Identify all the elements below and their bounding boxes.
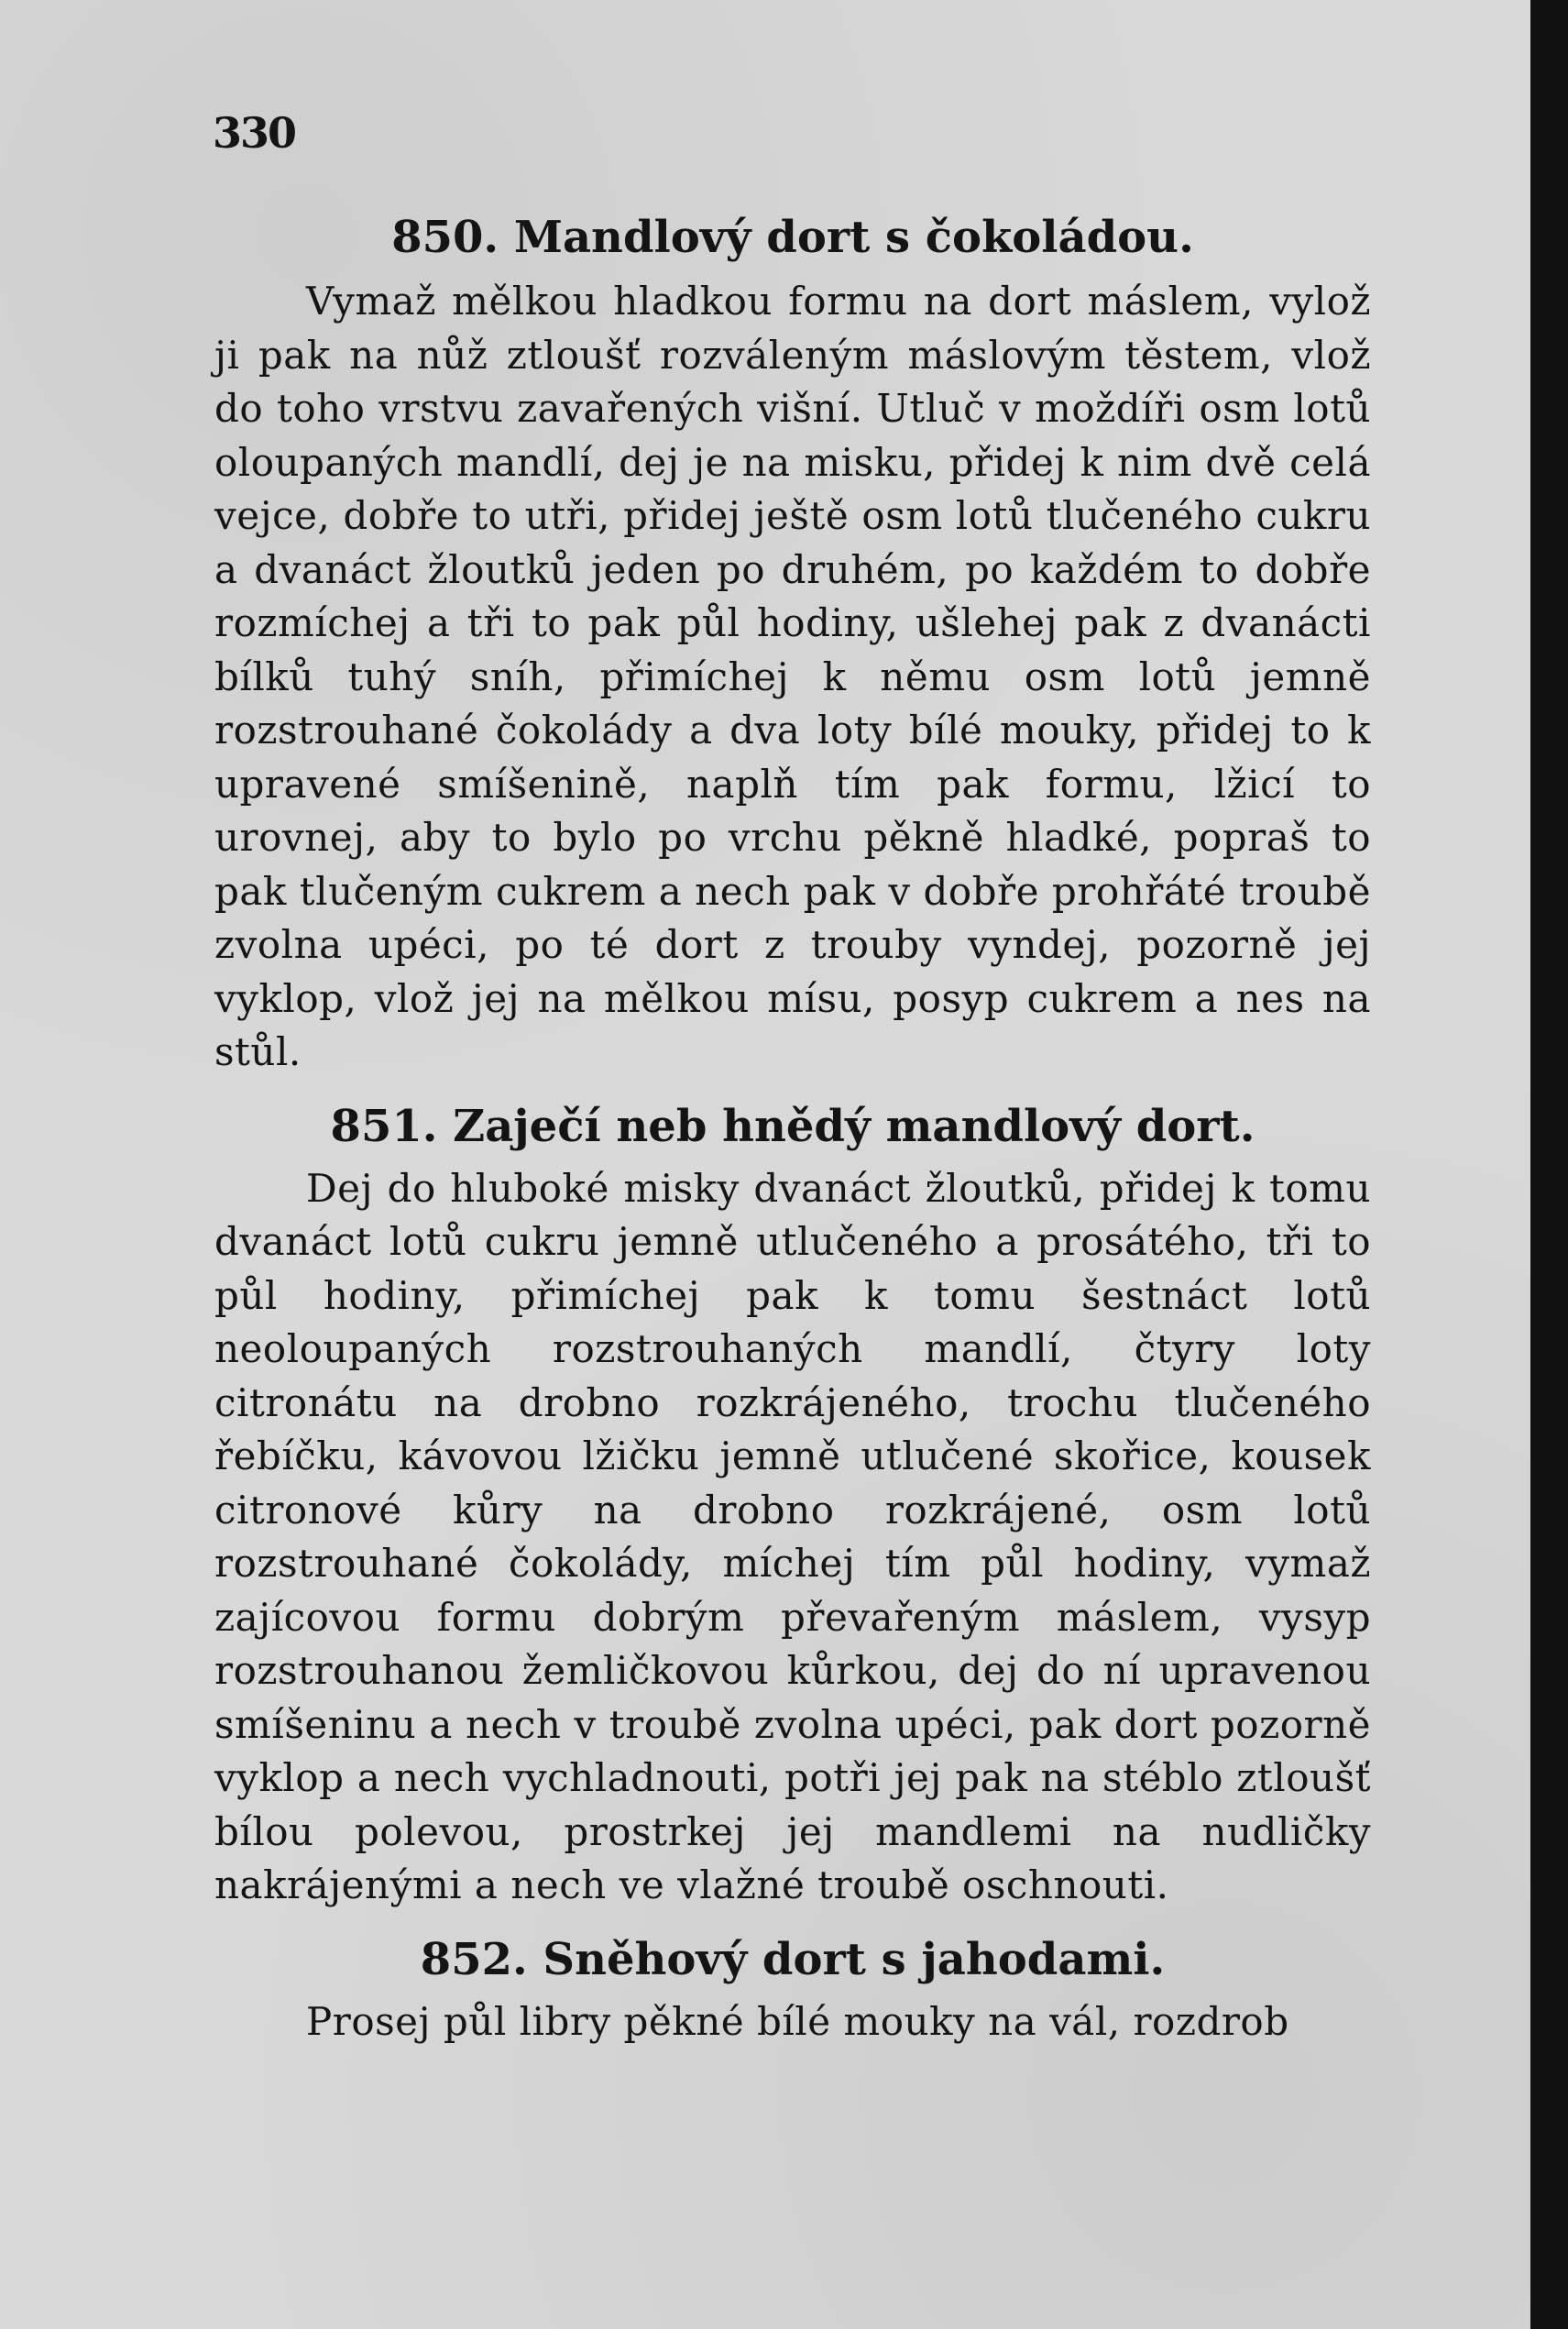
page-number: 330 xyxy=(213,108,296,158)
recipe-850-heading: 850. Mandlový dort s čokoládou. xyxy=(391,212,1194,263)
page-edge-shadow xyxy=(1530,0,1568,2329)
page-content xyxy=(214,205,1371,2049)
recipe-850-text: Vymaž mělkou hladkou formu na dort máslem, vylož ji pak na nůž ztloušť rozváleným máslovým těstem, vlož do toho vrstvu zavařených višní. Utluč v moždíři osm lotů oloupaných mandlí, dej je na misku, přidej k nim dvě celá vejce, dobře to utři, přidej ještě osm lotů tlučeného cukru a dvanáct žloutků jeden po druhém, po každém to dobře rozmíchej a tři to pak půl hodiny, ušlehej pak z dvanácti bílků tuhý sníh, přimíchej k němu osm lotů jemně rozstrouhané čokolády a dva loty bílé mouky, přidej to k upravené smíšenině, naplň tím pak formu, lžicí to urovnej, aby to bylo po vrchu pěkně hladké, popraš to pak tlučeným cukrem a nech pak v dobře prohřáté troubě zvolna upéci, po té dort z trouby vyndej, pozorně jej vyklop, vlož jej na mělkou mísu, posyp cukrem a nes na stůl. xyxy=(214,279,1371,1074)
recipe-851-text: Dej do hluboké misky dvanáct žloutků, přidej k tomu dvanáct lotů cukru jemně utlučeného a prosátého, tři to půl hodiny, přimíchej pak k tomu šestnáct lotů neoloupaných rozstrouhaných mandlí, čtyry loty citronátu na drobno rozkrájeného, trochu tlučeného řebíčku, kávovou lžičku jemně utlučené skořice, kousek citronové kůry na drobno rozkrájené, osm lotů rozstrouhané čokolády, míchej tím půl hodiny, vymaž zajícovou formu dobrým převařeným máslem, vysyp rozstrouhanou žemličkovou kůrkou, dej do ní upravenou smíšeninu a nech v troubě zvolna upéci, pak dort pozorně vyklop a nech vychladnouti, potři jej pak na stéblo ztloušť bílou polevou, prostrkej jej mandlemi na nudličky nakrájenými a nech ve vlažné troubě oschnouti. xyxy=(214,1165,1371,1907)
recipe-852-text: Prosej půl libry pěkné bílé mouky na vál, rozdrob xyxy=(306,1998,1289,2044)
recipe-851-heading: 851. Zaječí neb hnědý mandlový dort. xyxy=(330,1100,1255,1152)
recipe-852-heading: 852. Sněhový dort s jahodami. xyxy=(420,1933,1166,1985)
